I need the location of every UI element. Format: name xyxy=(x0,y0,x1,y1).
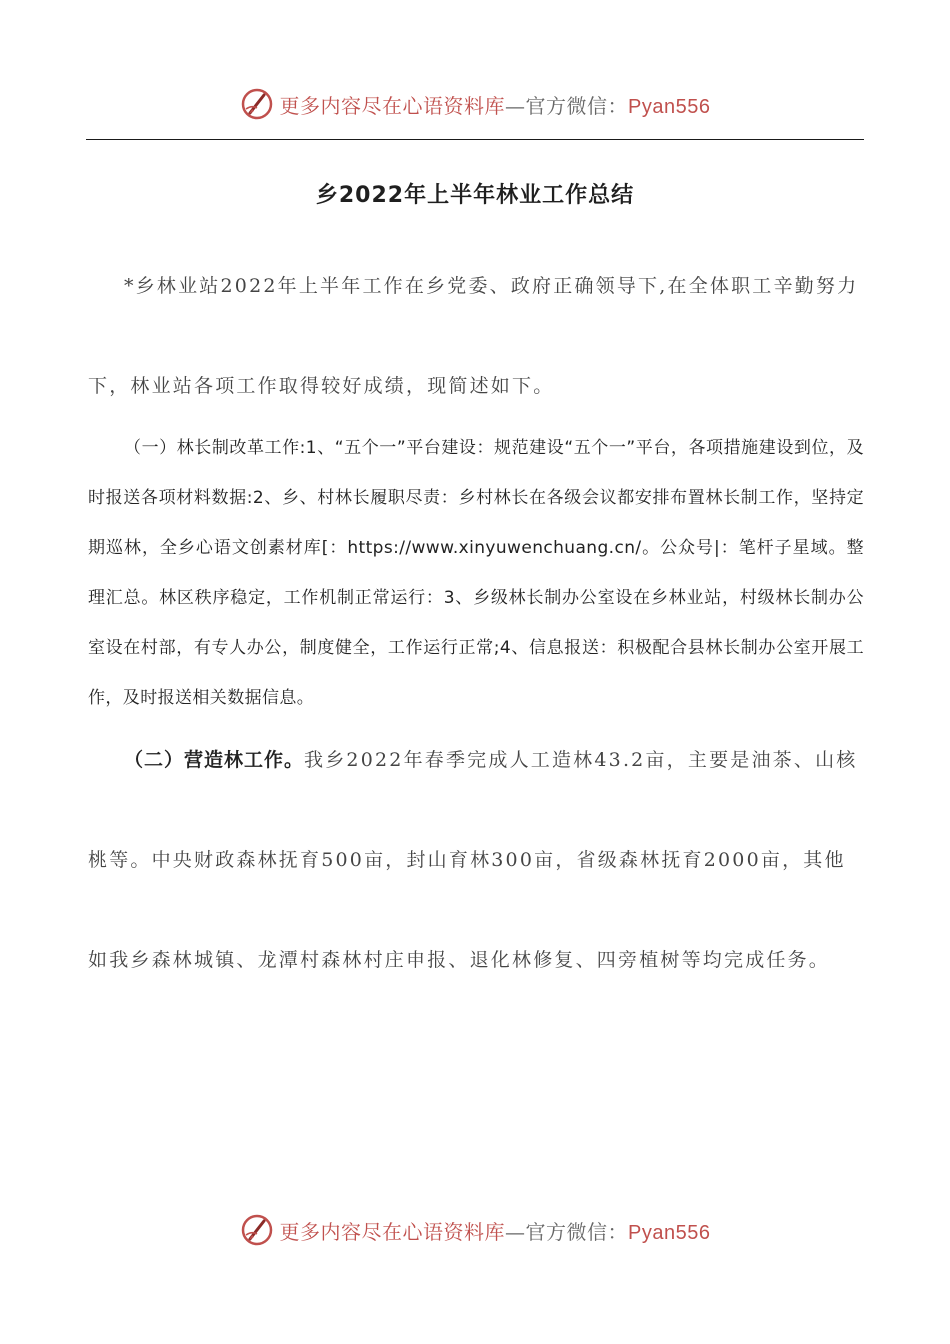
footer-banner-text xyxy=(280,1216,711,1245)
header-banner-text xyxy=(280,90,711,119)
section2-paragraph xyxy=(88,710,864,1010)
pen-circle-logo-icon xyxy=(240,87,274,121)
header-banner xyxy=(0,82,950,126)
footer-official-text: 官方微信： xyxy=(525,1219,629,1244)
intro-paragraph: *乡林业站2022年上半年工作在乡党委、政府正确领导下,在全体职工辛勤努力下，林业站各项工作取得较好成绩，现简述如下。 xyxy=(88,275,859,397)
section2-body: 我乡2022年春季完成人工造林43.2亩，主要是油茶、山核桃等。中央财政森林抚育500亩，封山育林300亩，省级森林抚育2000亩，其他如我乡森林城镇、龙潭村森林村庄申报、退化林修复、四旁植树等均完成任务。 xyxy=(88,749,858,971)
footer-wechat-id: Pyan556 xyxy=(628,1221,711,1244)
header-divider xyxy=(86,139,864,140)
header-dash: — xyxy=(505,93,526,118)
header-main-text: 更多内容尽在心语资料库 xyxy=(279,93,506,118)
section1-paragraph: （一）林长制改革工作:1、“五个一”平台建设：规范建设“五个一”平台，各项措施建设到位，及时报送各项材料数据:2、乡、村林长履职尽责：乡村林长在各级会议都安排布置林长制工作，坚持定期巡林，全乡心语文创素材库[：https://www.xinyuwenchuang.cn/。公众号|：笔杆子星域。整理汇总。林区秩序稳定，工作机制正常运行：3、乡级林长制办公室设在乡林业站，村级林长制办公室设在村部，有专人办公，制度健全，工作运行正常;4、信息报送：积极配合县林长制办公室开展工作，及时报送相关数据信息。 xyxy=(88,438,864,708)
footer-banner xyxy=(0,1208,950,1252)
pen-circle-logo-icon xyxy=(240,1213,274,1247)
header-wechat-id: Pyan556 xyxy=(628,95,711,118)
header-official-text: 官方微信： xyxy=(525,93,629,118)
footer-dash: — xyxy=(505,1219,526,1244)
section2-heading: （二）营造林工作。 xyxy=(124,749,305,771)
footer-main-text: 更多内容尽在心语资料库 xyxy=(279,1219,506,1244)
document-title: 乡2022年上半年林业工作总结 xyxy=(315,183,635,208)
